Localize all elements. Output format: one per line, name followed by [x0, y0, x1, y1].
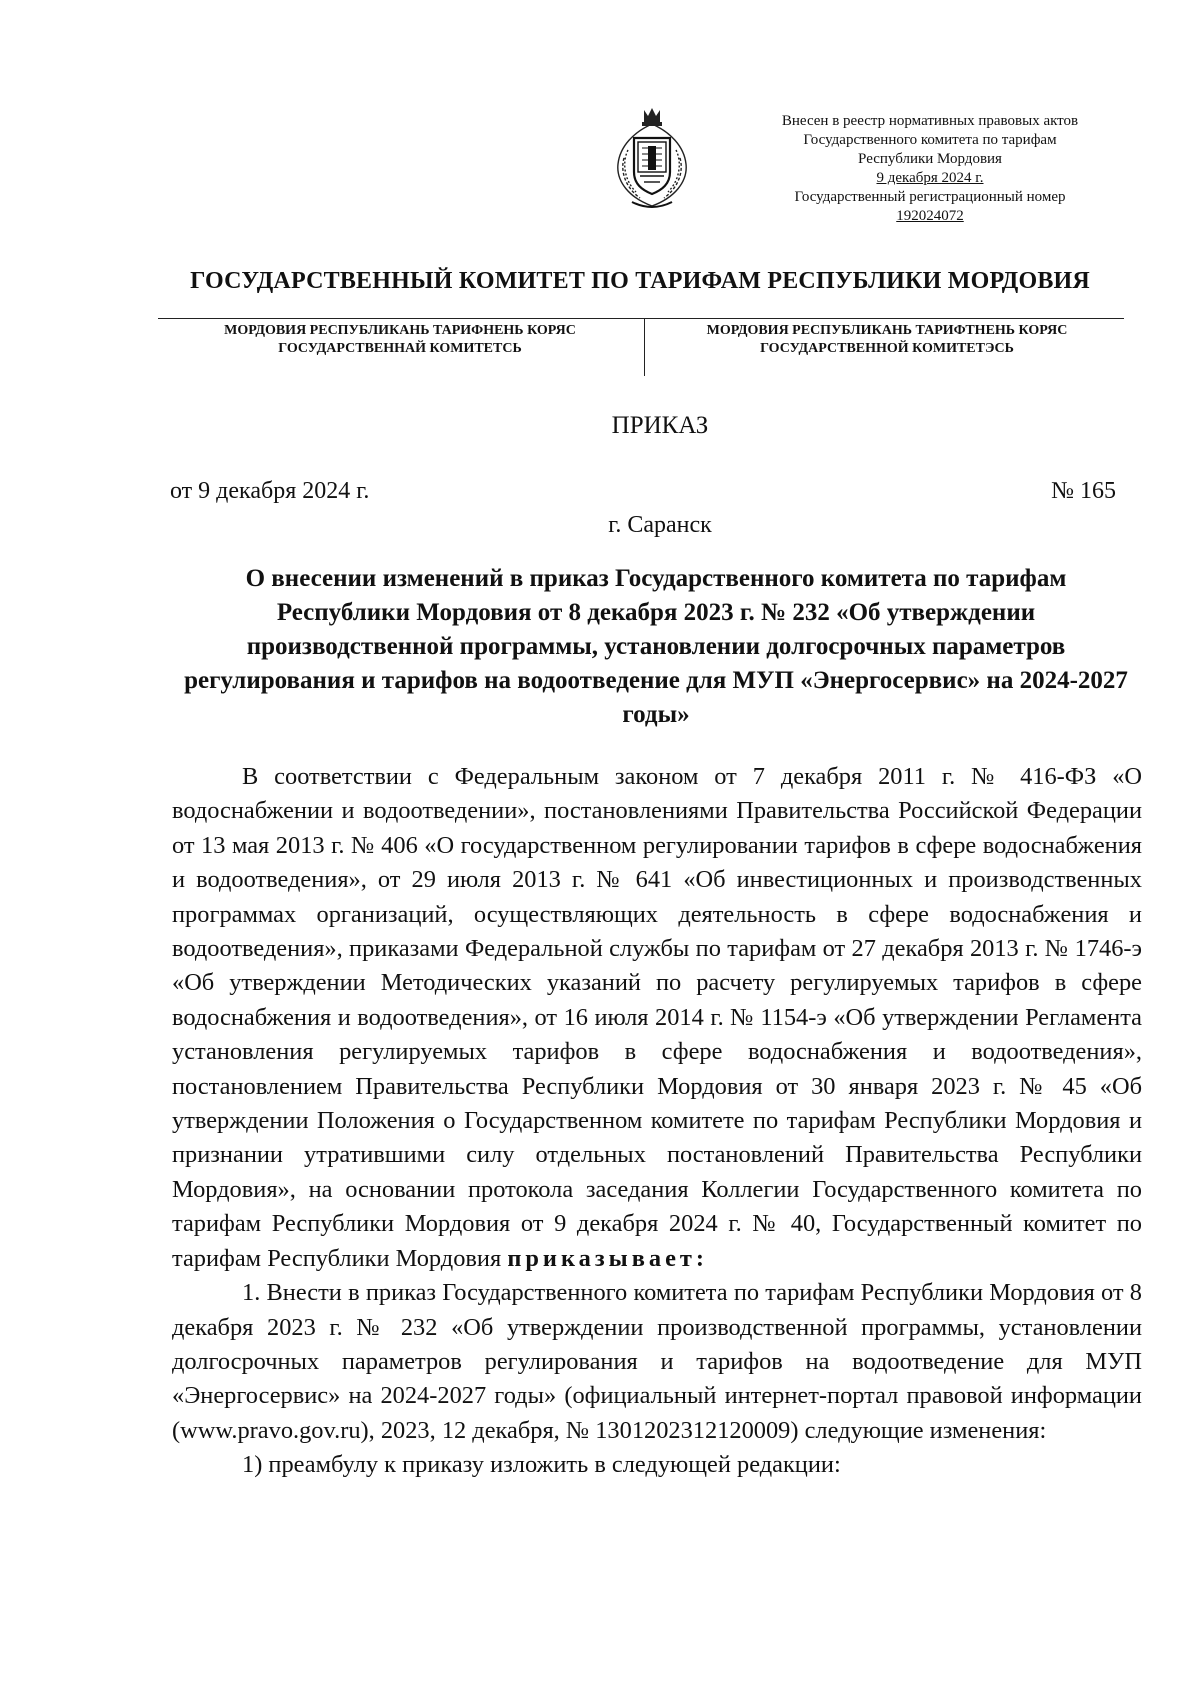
org-name-line: МОРДОВИЯ РЕСПУБЛИКАНЬ ТАРИФНЕНЬ КОРЯС — [224, 323, 576, 338]
registry-number: 192024072 — [896, 208, 964, 224]
registry-stamp — [740, 112, 1120, 226]
document-body — [172, 760, 1142, 1483]
org-name-line: МОРДОВИЯ РЕСПУБЛИКАНЬ ТАРИФТНЕНЬ КОРЯС — [706, 323, 1068, 338]
paragraph-item-1: 1. Внести в приказ Государственного комитета по тарифам Республики Мордовия от 8 декабря 2023 г. № 232 «Об утверждении производственной программы, установлении долгосрочных параметров регулирования и тарифов на водоотведение для МУП «Энергосервис» на 2024-2027 годы» (официальный интернет-портал правовой информации (www.pravo.gov.ru), 2023, 12 декабря, № 1301202312120009) следующие изменения: — [172, 1279, 1142, 1444]
header-column-separator — [644, 318, 645, 376]
paragraph-text: В соответствии с Федеральным законом от 7 декабря 2011 г. № 416-ФЗ «О водоснабжении и водоотведении», постановлениями Правительства Российской Федерации от 13 мая 2013 г. № 406 «О государственном регулировании тарифов в сфере водоснабжения и водоотведения», от 29 июля 2013 г. № 641 «Об инвестиционных и производственных программах организаций, осуществляющих деятельность в сфере водоснабжения и водоотведения», приказами Федеральной службы по тарифам от 27 декабря 2013 г. № 1746-э «Об утверждении Методических указаний по расчету регулируемых тарифов в сфере водоснабжения и водоотведения», от 16 июля 2014 г. № 1154-э «Об утверждении Регламента установления регулируемых тарифов в сфере водоснабжения и водоотведения», постановлением Правительства Республики Мордовия от 30 января 2023 г. № 45 «Об утверждении Положения о Государственном комитете по тарифам Республики Мордовия и признании утратившими силу отдельных постановлений Правительства Республики Мордовия», на основании протокола заседания Коллегии Государственного комитета по тарифам Республики Мордовия от 9 декабря 2024 г. № 40, Государственный комитет по тарифам Республики Мордовия — [172, 763, 1142, 1272]
document-city: г. Саранск — [608, 512, 712, 538]
registry-line: Республики Мордовия — [858, 151, 1002, 167]
paragraph-preamble — [172, 760, 1142, 1276]
header-divider — [158, 318, 1124, 319]
coat-of-arms-emblem — [604, 102, 700, 214]
org-name-line: ГОСУДАРСТВЕННАЙ КОМИТЕТСЬ — [278, 341, 522, 356]
org-name-moksha — [160, 322, 640, 358]
registry-date: 9 декабря 2024 г. — [876, 170, 984, 186]
registry-line: Внесен в реестр нормативных правовых актов — [781, 113, 1079, 129]
organization-title: ГОСУДАРСТВЕННЫЙ КОМИТЕТ ПО ТАРИФАМ РЕСПУБЛИКИ МОРДОВИЯ — [190, 268, 1090, 294]
document-number: № 165 — [1051, 478, 1116, 504]
document-type: ПРИКАЗ — [611, 412, 709, 439]
org-name-erzya — [652, 322, 1122, 358]
registry-line: Государственный регистрационный номер — [794, 189, 1066, 205]
registry-line: Государственного комитета по тарифам — [803, 132, 1057, 148]
document-subject: О внесении изменений в приказ Государственного комитета по тарифам Республики Мордовия от 8 декабря 2023 г. № 232 «Об утверждении производственной программы, установлении долгосрочных параметров регулирования и тарифов на водоотведение для МУП «Энергосервис» на 2024-2027 годы» — [184, 565, 1128, 728]
org-name-line: ГОСУДАРСТВЕННОЙ КОМИТЕТЭСЬ — [760, 341, 1014, 356]
paragraph-subitem-1: 1) преамбулу к приказу изложить в следующей редакции: — [242, 1451, 841, 1479]
order-verb: приказывает: — [507, 1244, 709, 1272]
document-date: от 9 декабря 2024 г. — [170, 478, 370, 504]
